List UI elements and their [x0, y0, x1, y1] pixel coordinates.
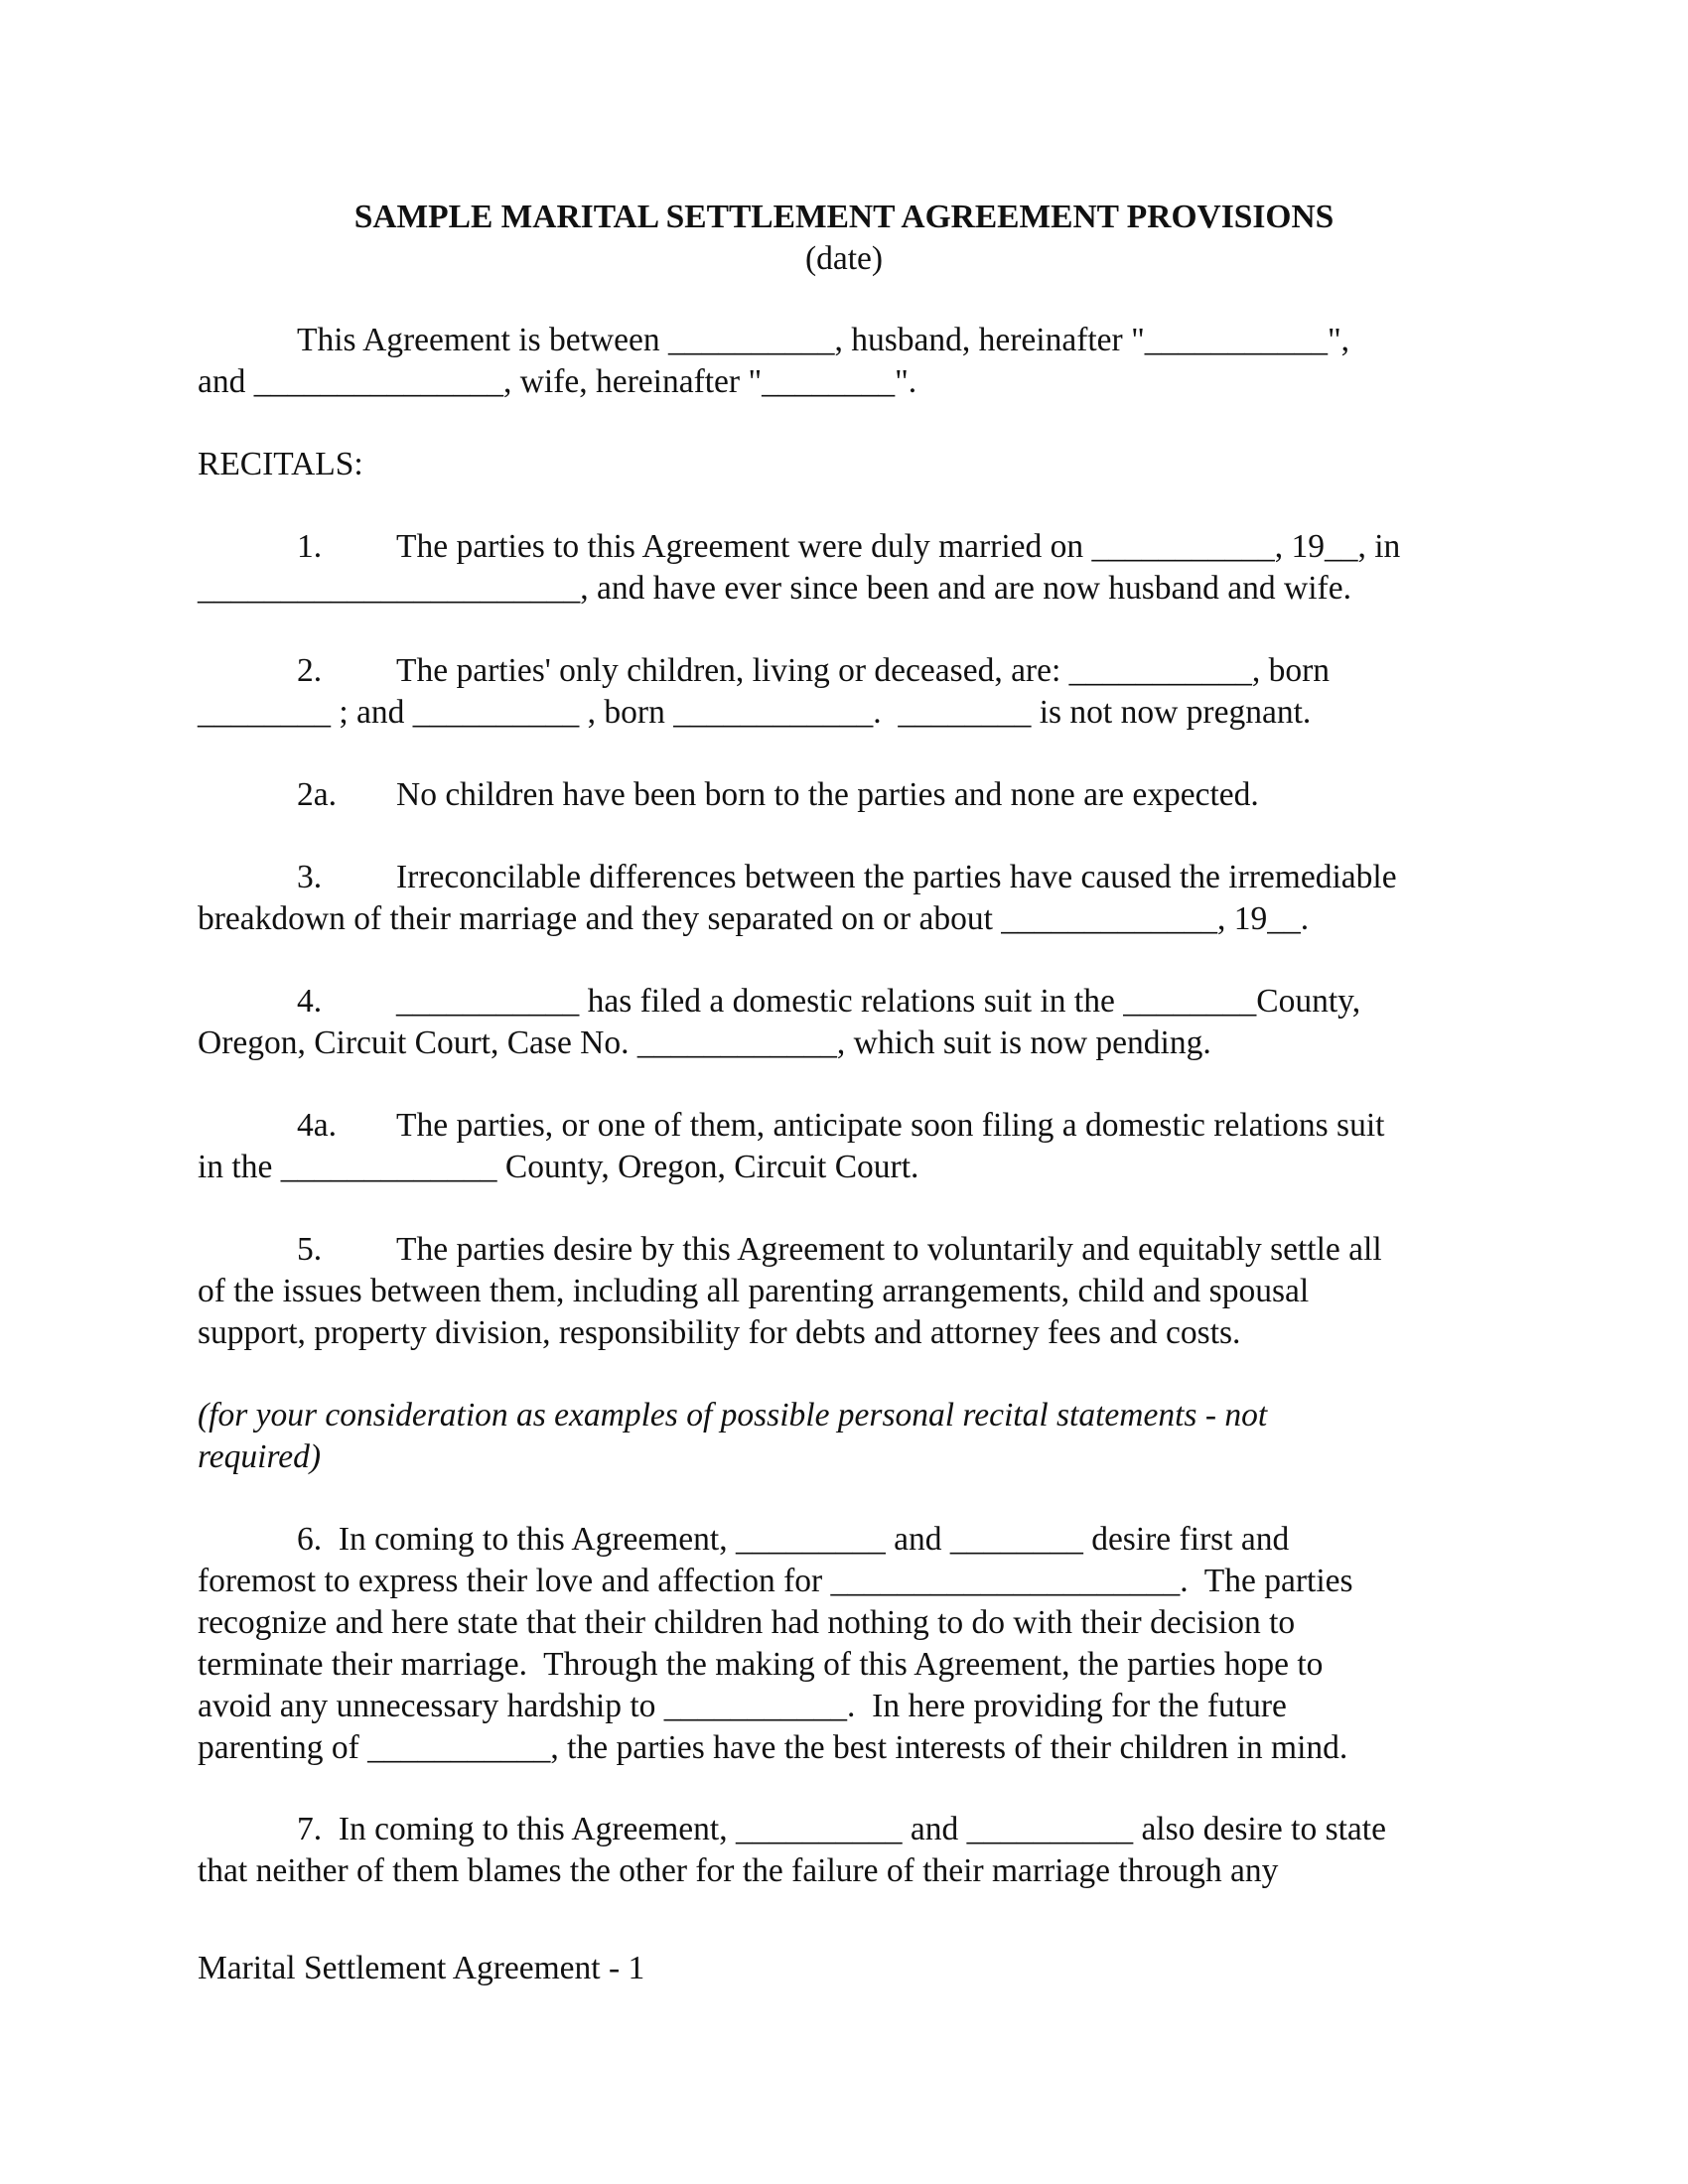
recitals-heading: RECITALS: — [198, 446, 363, 482]
document-title: SAMPLE MARITAL SETTLEMENT AGREEMENT PROVISIONS — [353, 199, 1335, 235]
recital-text: No children have been born to the parties and none are expected. — [396, 776, 1259, 813]
recital-3-line-1 — [297, 857, 1588, 898]
recital-4a-line-2: in the _____________ County, Oregon, Circuit Court. — [198, 1149, 919, 1185]
recital-4-line-1 — [297, 981, 1588, 1023]
recital-4-line-2: Oregon, Circuit Court, Case No. ____________, which suit is now pending. — [198, 1024, 1211, 1061]
document-date: (date) — [804, 240, 884, 277]
recital-1-line-2: _______________________, and have ever since been and are now husband and wife. — [198, 570, 1351, 607]
recital-number: 1. — [297, 528, 323, 565]
recital-2a-line-1 — [297, 774, 1588, 816]
recital-number: 2a. — [297, 776, 337, 813]
recital-text: The parties desire by this Agreement to voluntarily and equitably settle all — [396, 1231, 1382, 1268]
recital-number: 2. — [297, 652, 323, 689]
para-6-line-5: avoid any unnecessary hardship to ___________. In here providing for the future — [198, 1688, 1287, 1724]
recital-number: 4a. — [297, 1107, 337, 1144]
para-6-line-3: recognize and here state that their children had nothing to do with their decision to — [198, 1604, 1296, 1641]
recital-2-line-2: ________ ; and __________ , born ____________. ________ is not now pregnant. — [198, 694, 1312, 731]
recital-text: The parties to this Agreement were duly married on ___________, 19__, in — [396, 528, 1401, 565]
recital-5-line-3: support, property division, responsibility for debts and attorney fees and costs. — [198, 1314, 1241, 1351]
para-6-line-4: terminate their marriage. Through the making of this Agreement, the parties hope to — [198, 1646, 1324, 1683]
recital-4a-line-1 — [297, 1105, 1588, 1147]
recital-text: ___________ has filed a domestic relations suit in the ________County, — [396, 983, 1361, 1020]
recital-text: The parties, or one of them, anticipate soon filing a domestic relations suit — [396, 1107, 1385, 1144]
recital-number: 4. — [297, 983, 323, 1020]
para-6-line-6: parenting of ___________, the parties have the best interests of their children in mind. — [198, 1729, 1348, 1766]
intro-line-2: and _______________, wife, hereinafter "________". — [198, 363, 917, 400]
recital-text: Irreconcilable differences between the parties have caused the irremediable — [396, 859, 1397, 895]
note-line-2: required) — [198, 1438, 322, 1475]
page-footer: Marital Settlement Agreement - 1 — [198, 1950, 645, 1986]
recital-number: 5. — [297, 1231, 323, 1268]
para-6-line-2: foremost to express their love and affection for _____________________. The parties — [198, 1563, 1353, 1599]
recital-2-line-1 — [297, 650, 1588, 692]
recital-1-line-1 — [297, 526, 1588, 568]
note-line-1: (for your consideration as examples of possible personal recital statements - not — [198, 1397, 1268, 1433]
para-7-line-1: 7. In coming to this Agreement, __________ and __________ also desire to state — [297, 1811, 1386, 1847]
para-7-line-2: that neither of them blames the other for the failure of their marriage through any — [198, 1852, 1279, 1889]
recital-number: 3. — [297, 859, 323, 895]
recital-5-line-1 — [297, 1229, 1588, 1271]
recital-5-line-2: of the issues between them, including all parenting arrangements, child and spousal — [198, 1273, 1310, 1309]
intro-line-1: This Agreement is between __________, husband, hereinafter "___________", — [297, 322, 1350, 358]
recital-3-line-2: breakdown of their marriage and they separated on or about _____________, 19__. — [198, 900, 1310, 937]
para-6-line-1: 6. In coming to this Agreement, _________ and ________ desire first and — [297, 1521, 1290, 1558]
recital-text: The parties' only children, living or deceased, are: ___________, born — [396, 652, 1331, 689]
